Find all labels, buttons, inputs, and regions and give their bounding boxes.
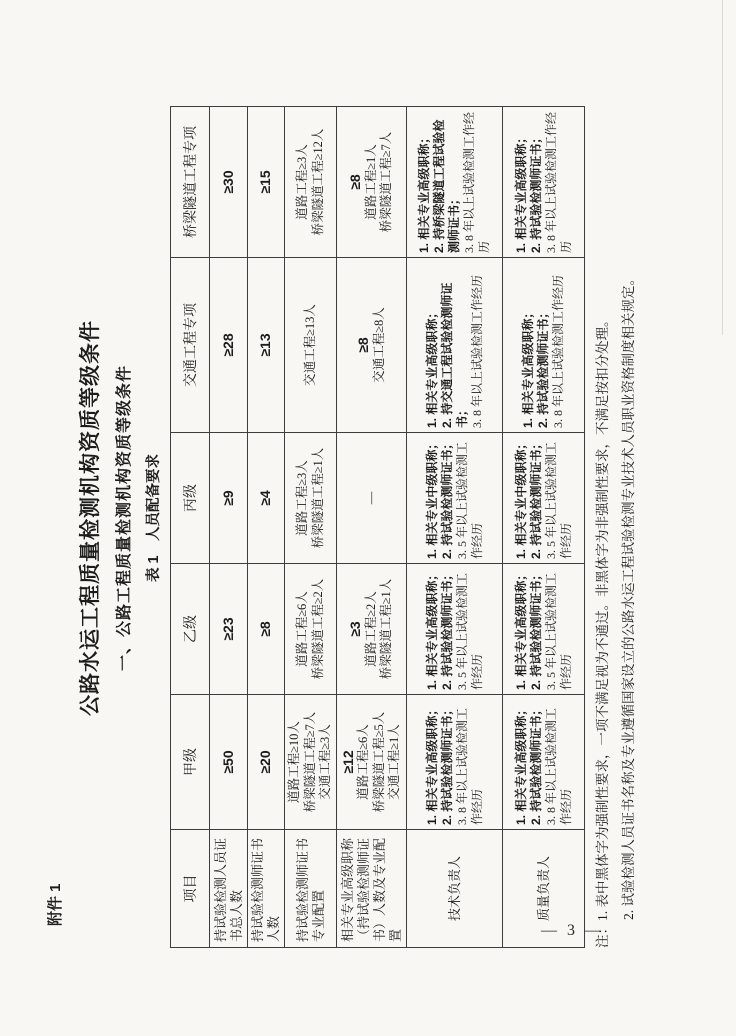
- table-cell: [337, 433, 407, 564]
- requirement-text: 道路工程≥10人: [287, 721, 302, 803]
- requirement-text: 3. 5 年以上试验检测工作经历: [543, 572, 573, 690]
- requirement-text: —: [363, 491, 378, 505]
- mandatory-requirement-text: ≥15: [257, 170, 274, 194]
- mandatory-requirement-text: ≥9: [219, 490, 236, 506]
- table-cell: [210, 564, 248, 695]
- mandatory-requirement-text: 2. 持试验检测师证书；: [528, 437, 543, 559]
- row-label: 技术负责人: [407, 830, 503, 948]
- table-row: [248, 107, 285, 948]
- requirement-text: 道路工程≥3人: [295, 460, 309, 536]
- requirement-text: 3. 5 年以上试验检测工作经历: [543, 441, 573, 559]
- mandatory-requirement-text: 1. 相关专业高级职称；: [513, 131, 528, 253]
- mandatory-requirement-text: 2. 持试验检测师证书；: [536, 306, 550, 428]
- mandatory-requirement-text: 2. 持交通工程试验检测师证书；: [439, 282, 469, 428]
- requirement-text: 桥梁隧道工程≥1人: [379, 578, 394, 680]
- requirement-text: 交通工程≥3人: [318, 724, 333, 800]
- requirement-text: 道路工程≥6人: [356, 724, 370, 800]
- scan-artifact-line: [722, 0, 723, 335]
- mandatory-requirement-text: 2. 持桥梁隧道工程试验检测师证书；: [432, 119, 461, 253]
- column-header: 项目: [171, 830, 210, 948]
- requirement-text: 3. 8 年以上试验检测工作经历: [543, 111, 573, 253]
- attachment-label: 附件 1: [47, 883, 64, 926]
- table-header: [171, 107, 210, 948]
- table-cell: [248, 258, 285, 433]
- column-header: 交通工程专项: [171, 258, 210, 433]
- table-notes: [590, 224, 642, 948]
- table-caption: 表 1 人员配备要求: [146, 453, 162, 583]
- table-cell: [248, 433, 285, 564]
- mandatory-requirement-text: ≥28: [219, 333, 236, 357]
- requirement-text: 道路工程≥3人: [295, 144, 309, 220]
- requirement-text: 道路工程≥6人: [295, 591, 309, 667]
- requirement-text: 交通工程≥13人: [302, 304, 317, 386]
- mandatory-requirement-text: ≥13: [257, 333, 274, 357]
- requirement-text: 交通工程≥8人: [371, 307, 386, 383]
- table-cell: [407, 564, 503, 695]
- table-row: [503, 107, 585, 948]
- table-cell: [210, 107, 248, 258]
- requirement-text: 桥梁隧道工程≥12人: [310, 128, 325, 236]
- mandatory-requirement-text: 1. 相关专业高级职称；: [424, 568, 439, 690]
- table-cell: [285, 695, 337, 830]
- row-label: 持试验检测师证书人数: [248, 830, 285, 948]
- table-cell: [503, 258, 585, 433]
- table-header-row: [171, 107, 210, 948]
- table-cell: [337, 564, 407, 695]
- table-row: [337, 107, 407, 948]
- mandatory-requirement-text: ≥8: [347, 174, 364, 190]
- mandatory-requirement-text: ≥12: [339, 750, 356, 774]
- mandatory-requirement-text: ≥30: [219, 170, 236, 194]
- column-header: 乙级: [171, 564, 210, 695]
- table-body: [210, 107, 585, 948]
- table-cell: [210, 433, 248, 564]
- document-title: 公路水运工程质量检测机构资质等级条件: [79, 320, 102, 716]
- note-line: 注：1. 表中黑体字为强制性要求，一项不满足视为不通过。非黑体字为非强制性要求，不满足按扣分处理。: [595, 313, 610, 948]
- table-cell: [503, 107, 585, 258]
- table-cell: [285, 258, 337, 433]
- table-cell: [337, 258, 407, 433]
- personnel-requirements-table: [170, 106, 585, 948]
- requirement-text: 3. 5 年以上试验检测工作经历: [454, 572, 484, 690]
- column-header: 桥梁隧道工程专项: [171, 107, 210, 258]
- table-cell: [248, 695, 285, 830]
- mandatory-requirement-text: 1. 相关专业高级职称；: [417, 131, 431, 253]
- mandatory-requirement-text: 1. 相关专业高级职称；: [521, 306, 535, 428]
- requirement-text: 道路工程≥2人: [363, 591, 378, 667]
- mandatory-requirement-text: ≥3: [347, 621, 364, 637]
- page-number: — 3 —: [541, 922, 604, 939]
- mandatory-requirement-text: ≥4: [257, 490, 274, 506]
- column-header: 丙级: [171, 433, 210, 564]
- column-header: 甲级: [171, 695, 210, 830]
- mandatory-requirement-text: 1. 相关专业高级职称；: [513, 568, 528, 690]
- mandatory-requirement-text: 1. 相关专业高级职称；: [513, 703, 528, 825]
- section-heading: 一、公路工程质量检测机构资质等级条件: [116, 365, 133, 672]
- mandatory-requirement-text: 2. 持试验检测师证书；: [528, 131, 543, 253]
- mandatory-requirement-text: ≥20: [257, 750, 274, 774]
- requirement-text: 桥梁隧道工程≥5人: [371, 711, 386, 813]
- requirement-text: 3. 8 年以上试验检测工作经历: [454, 707, 484, 825]
- mandatory-requirement-text: 1. 相关专业高级职称；: [424, 306, 439, 428]
- table-cell: [337, 695, 407, 830]
- table-cell: [248, 564, 285, 695]
- note-line: 2. 试验检测人员证书名称及专业遵循国家设立的公路水运工程试验检测专业技术人员职业资格制度相关规定。: [621, 272, 636, 920]
- table-cell: [407, 695, 503, 830]
- table-row: [210, 107, 248, 948]
- mandatory-requirement-text: 2. 持试验检测师证书；: [528, 568, 543, 690]
- table-cell: [503, 564, 585, 695]
- table-row: [285, 107, 337, 948]
- requirement-text: 3. 8 年以上试验检测工作经历: [469, 274, 484, 428]
- mandatory-requirement-text: 2. 持试验检测师证书；: [528, 703, 543, 825]
- table-cell: [407, 258, 503, 433]
- row-label: 持试验检测人员证书总人数: [210, 830, 248, 948]
- table-cell: [210, 695, 248, 830]
- mandatory-requirement-text: 1. 相关专业中级职称；: [424, 437, 439, 559]
- table-cell: [248, 107, 285, 258]
- table-cell: [407, 107, 503, 258]
- requirement-text: 桥梁隧道工程≥1人: [310, 447, 325, 549]
- mandatory-requirement-text: 1. 相关专业中级职称；: [513, 437, 528, 559]
- table-cell: [285, 564, 337, 695]
- table-cell: [285, 433, 337, 564]
- mandatory-requirement-text: 1. 相关专业高级职称；: [424, 703, 439, 825]
- row-label: 持试验检测师证书专业配置: [285, 830, 337, 948]
- requirement-text: 桥梁隧道工程≥7人: [302, 711, 317, 813]
- requirement-text: 3. 8 年以上试验检测工作经历: [543, 707, 573, 825]
- mandatory-requirement-text: ≥8: [257, 621, 274, 637]
- requirement-text: 3. 5 年以上试验检测工作经历: [454, 441, 484, 559]
- mandatory-requirement-text: 2. 持试验检测师证书；: [439, 568, 454, 690]
- mandatory-requirement-text: ≥23: [219, 617, 236, 641]
- table-cell: [337, 107, 407, 258]
- mandatory-requirement-text: 2. 持试验检测师证书；: [439, 437, 454, 559]
- requirement-text: 3. 8 年以上试验检测工作经历: [551, 274, 565, 428]
- mandatory-requirement-text: 2. 持试验检测师证书；: [439, 703, 454, 825]
- requirement-text: 3. 8 年以上试验检测工作经历: [462, 111, 491, 253]
- table-cell: [407, 433, 503, 564]
- requirement-text: 桥梁隧道工程≥7人: [379, 131, 394, 233]
- table-cell: [285, 107, 337, 258]
- table-row: [407, 107, 503, 948]
- mandatory-requirement-text: ≥8: [355, 337, 371, 353]
- requirement-text: 桥梁隧道工程≥2人: [310, 578, 325, 680]
- requirement-text: 道路工程≥1人: [363, 144, 378, 220]
- row-label: 相关专业高级职称（持试验检测师证书）人数及专业配置: [337, 830, 407, 948]
- row-label: 质量负责人: [503, 830, 585, 948]
- mandatory-requirement-text: ≥50: [219, 750, 236, 774]
- table-cell: [503, 433, 585, 564]
- table-cell: [503, 695, 585, 830]
- table-cell: [210, 258, 248, 433]
- requirement-text: 交通工程≥1人: [387, 724, 401, 800]
